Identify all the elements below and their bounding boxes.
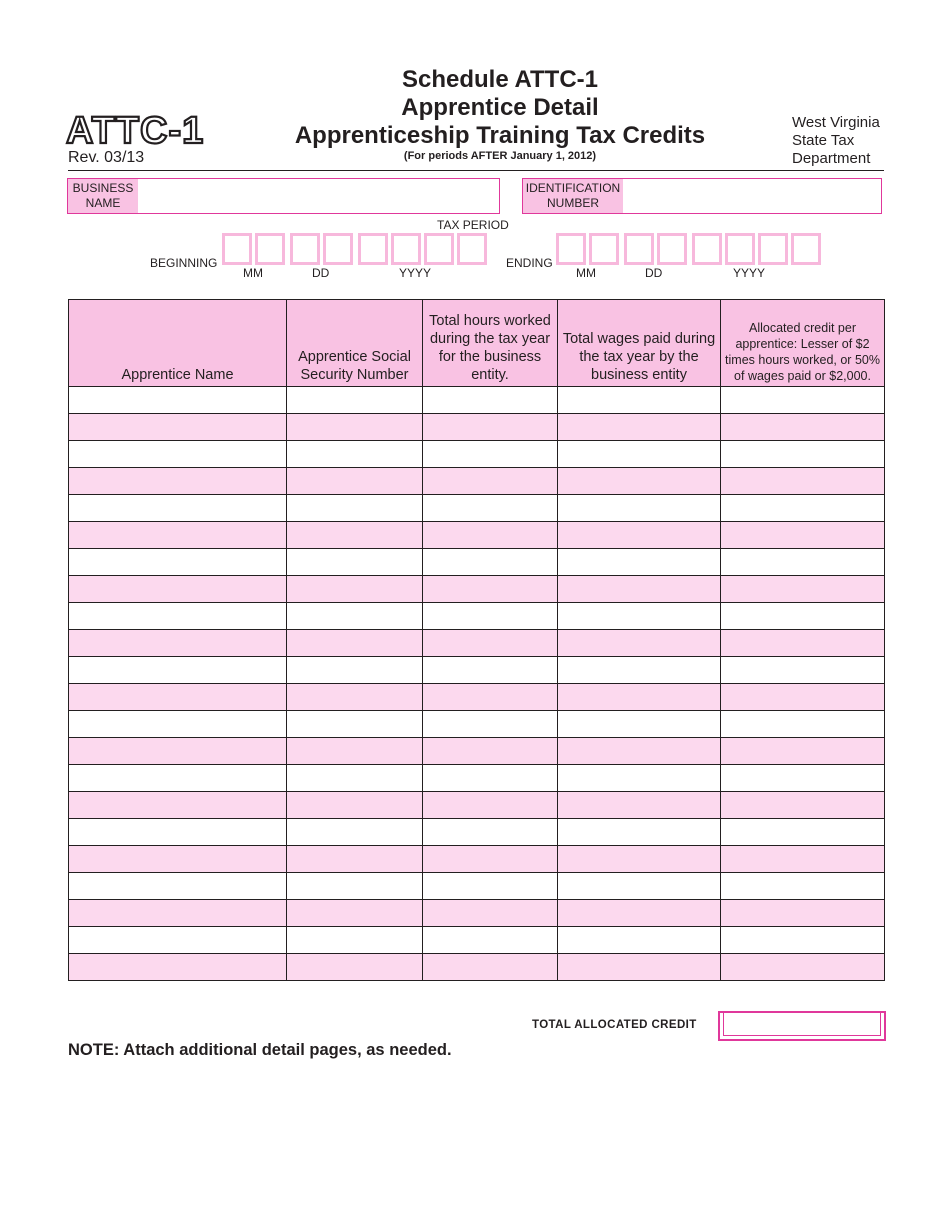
- table-row: [69, 387, 885, 414]
- ssn-cell[interactable]: [287, 738, 423, 765]
- apprentice-name-cell[interactable]: [69, 468, 287, 495]
- beginning-mm-label: MM: [243, 266, 263, 280]
- total-hours-cell[interactable]: [423, 468, 558, 495]
- attachment-note: NOTE: Attach additional detail pages, as needed.: [68, 1041, 452, 1059]
- ssn-cell[interactable]: [287, 846, 423, 873]
- allocated-credit-cell[interactable]: [721, 522, 885, 549]
- table-row: [69, 468, 885, 495]
- form-title-line-2: Apprentice Detail: [401, 94, 599, 121]
- ending-yyyy-label: YYYY: [733, 266, 766, 280]
- apprentice-name-cell[interactable]: [69, 711, 287, 738]
- table-header-row: [69, 300, 885, 387]
- beginning-day-digit-2[interactable]: [323, 233, 353, 265]
- business-name-box: [67, 178, 500, 214]
- ending-day-boxes: [624, 233, 690, 265]
- total-wages-cell[interactable]: [558, 819, 721, 846]
- ending-mm-label: MM: [576, 266, 596, 280]
- total-hours-cell[interactable]: [423, 819, 558, 846]
- total-hours-cell[interactable]: [423, 684, 558, 711]
- beginning-day-boxes: [290, 233, 356, 265]
- ssn-cell[interactable]: [287, 603, 423, 630]
- ssn-cell[interactable]: [287, 657, 423, 684]
- ending-year-digit-1[interactable]: [692, 233, 722, 265]
- apprentice-name-cell[interactable]: [69, 738, 287, 765]
- table-row: [69, 738, 885, 765]
- allocated-credit-cell[interactable]: [721, 711, 885, 738]
- agency-line-1: West Virginia: [792, 114, 880, 131]
- allocated-credit-cell[interactable]: [721, 684, 885, 711]
- apprentice-name-cell[interactable]: [69, 441, 287, 468]
- total-wages-cell[interactable]: [558, 684, 721, 711]
- allocated-credit-cell[interactable]: [721, 630, 885, 657]
- apprentice-name-cell[interactable]: [69, 495, 287, 522]
- agency-line-2: State Tax: [792, 132, 855, 149]
- column-header-total-wages: Total wages paid during the tax year by the business entity: [558, 300, 721, 387]
- total-hours-cell[interactable]: [423, 873, 558, 900]
- beginning-year-boxes: [358, 233, 490, 265]
- total-hours-cell[interactable]: [423, 603, 558, 630]
- business-name-input[interactable]: [138, 179, 499, 213]
- beginning-yyyy-label: YYYY: [399, 266, 432, 280]
- allocated-credit-cell[interactable]: [721, 765, 885, 792]
- ssn-cell[interactable]: [287, 441, 423, 468]
- apprentice-name-cell[interactable]: [69, 819, 287, 846]
- apprentice-name-cell[interactable]: [69, 765, 287, 792]
- allocated-credit-cell[interactable]: [721, 927, 885, 954]
- allocated-credit-cell[interactable]: [721, 387, 885, 414]
- ssn-cell[interactable]: [287, 630, 423, 657]
- total-hours-cell[interactable]: [423, 630, 558, 657]
- total-hours-cell[interactable]: [423, 738, 558, 765]
- table-row: [69, 684, 885, 711]
- allocated-credit-cell[interactable]: [721, 549, 885, 576]
- total-wages-cell[interactable]: [558, 414, 721, 441]
- ssn-cell[interactable]: [287, 576, 423, 603]
- allocated-credit-cell[interactable]: [721, 846, 885, 873]
- form-logo: ATTC-1: [66, 110, 205, 152]
- table-row: [69, 711, 885, 738]
- ending-day-digit-1[interactable]: [624, 233, 654, 265]
- ending-year-digit-4[interactable]: [791, 233, 821, 265]
- apprentice-name-cell[interactable]: [69, 522, 287, 549]
- ssn-cell[interactable]: [287, 954, 423, 981]
- table-row: [69, 441, 885, 468]
- table-row: [69, 522, 885, 549]
- apprentice-name-cell[interactable]: [69, 873, 287, 900]
- ending-day-digit-2[interactable]: [657, 233, 687, 265]
- column-header-ssn: Apprentice Social Security Number: [287, 300, 423, 387]
- ending-year-boxes: [692, 233, 824, 265]
- ssn-cell[interactable]: [287, 711, 423, 738]
- total-hours-cell[interactable]: [423, 846, 558, 873]
- total-hours-cell[interactable]: [423, 549, 558, 576]
- allocated-credit-cell[interactable]: [721, 441, 885, 468]
- apprentice-name-cell[interactable]: [69, 603, 287, 630]
- ssn-cell[interactable]: [287, 387, 423, 414]
- total-wages-cell[interactable]: [558, 441, 721, 468]
- column-header-apprentice-name: Apprentice Name: [69, 300, 287, 387]
- table-row: [69, 549, 885, 576]
- ending-dd-label: DD: [645, 266, 663, 280]
- total-hours-cell[interactable]: [423, 495, 558, 522]
- identification-number-box: [522, 178, 882, 214]
- total-allocated-credit-box: [718, 1011, 886, 1041]
- business-name-label: [68, 179, 138, 213]
- total-hours-cell[interactable]: [423, 414, 558, 441]
- total-wages-cell[interactable]: [558, 576, 721, 603]
- ssn-cell[interactable]: [287, 792, 423, 819]
- apprentice-name-cell[interactable]: [69, 900, 287, 927]
- allocated-credit-cell[interactable]: [721, 495, 885, 522]
- beginning-month-digit-1[interactable]: [222, 233, 252, 265]
- total-wages-cell[interactable]: [558, 630, 721, 657]
- ssn-cell[interactable]: [287, 495, 423, 522]
- ssn-cell[interactable]: [287, 873, 423, 900]
- apprentice-name-cell[interactable]: [69, 630, 287, 657]
- business-name-label-line-1: BUSINESS: [72, 181, 134, 195]
- total-hours-cell[interactable]: [423, 441, 558, 468]
- total-wages-cell[interactable]: [558, 738, 721, 765]
- beginning-day-digit-1[interactable]: [290, 233, 320, 265]
- apprentice-name-cell[interactable]: [69, 549, 287, 576]
- total-wages-cell[interactable]: [558, 387, 721, 414]
- total-wages-cell[interactable]: [558, 711, 721, 738]
- apprentice-name-cell[interactable]: [69, 846, 287, 873]
- business-name-label-line-2: NAME: [85, 196, 121, 210]
- total-wages-cell[interactable]: [558, 657, 721, 684]
- total-allocated-credit-label: TOTAL ALLOCATED CREDIT: [532, 1019, 697, 1031]
- allocated-credit-cell[interactable]: [721, 468, 885, 495]
- table-row: [69, 495, 885, 522]
- ssn-cell[interactable]: [287, 765, 423, 792]
- apprentice-name-cell[interactable]: [69, 954, 287, 981]
- ending-month-digit-2[interactable]: [589, 233, 619, 265]
- beginning-year-digit-3[interactable]: [424, 233, 454, 265]
- beginning-month-boxes: [222, 233, 288, 265]
- total-hours-cell[interactable]: [423, 954, 558, 981]
- ending-year-digit-2[interactable]: [725, 233, 755, 265]
- form-subtitle: (For periods AFTER January 1, 2012): [403, 150, 597, 162]
- tax-period-label: TAX PERIOD: [437, 218, 509, 232]
- total-wages-cell[interactable]: [558, 468, 721, 495]
- ssn-cell[interactable]: [287, 900, 423, 927]
- ssn-cell[interactable]: [287, 819, 423, 846]
- total-allocated-credit-input[interactable]: [723, 1013, 881, 1036]
- table-row: [69, 603, 885, 630]
- table-row: [69, 792, 885, 819]
- identification-number-input[interactable]: [623, 179, 881, 213]
- apprentice-name-cell[interactable]: [69, 414, 287, 441]
- total-hours-cell[interactable]: [423, 387, 558, 414]
- identification-number-label: [523, 179, 623, 213]
- apprentice-name-cell[interactable]: [69, 657, 287, 684]
- allocated-credit-cell[interactable]: [721, 792, 885, 819]
- allocated-credit-cell[interactable]: [721, 657, 885, 684]
- beginning-year-digit-2[interactable]: [391, 233, 421, 265]
- total-wages-cell[interactable]: [558, 900, 721, 927]
- allocated-credit-cell[interactable]: [721, 576, 885, 603]
- total-wages-cell[interactable]: [558, 873, 721, 900]
- allocated-credit-cell[interactable]: [721, 954, 885, 981]
- column-header-allocated-credit: Allocated credit per apprentice: Lesser of $2 times hours worked, or 50% of wages paid or $2,000.: [721, 300, 885, 387]
- ssn-cell[interactable]: [287, 684, 423, 711]
- allocated-credit-cell[interactable]: [721, 414, 885, 441]
- agency-line-3: Department: [792, 150, 871, 167]
- form-title-line-1: Schedule ATTC-1: [401, 66, 599, 93]
- total-hours-cell[interactable]: [423, 900, 558, 927]
- apprentice-name-cell[interactable]: [69, 576, 287, 603]
- total-wages-cell[interactable]: [558, 495, 721, 522]
- ending-year-digit-3[interactable]: [758, 233, 788, 265]
- total-wages-cell[interactable]: [558, 522, 721, 549]
- ssn-cell[interactable]: [287, 468, 423, 495]
- ending-month-boxes: [556, 233, 622, 265]
- total-wages-cell[interactable]: [558, 846, 721, 873]
- table-row: [69, 657, 885, 684]
- allocated-credit-cell[interactable]: [721, 900, 885, 927]
- total-hours-cell[interactable]: [423, 792, 558, 819]
- allocated-credit-cell[interactable]: [721, 738, 885, 765]
- ending-month-digit-1[interactable]: [556, 233, 586, 265]
- table-row: [69, 873, 885, 900]
- apprentice-name-cell[interactable]: [69, 684, 287, 711]
- form-title-block: [260, 66, 740, 163]
- total-wages-cell[interactable]: [558, 603, 721, 630]
- beginning-month-digit-2[interactable]: [255, 233, 285, 265]
- beginning-year-digit-1[interactable]: [358, 233, 388, 265]
- allocated-credit-cell[interactable]: [721, 603, 885, 630]
- agency-name: [792, 114, 880, 168]
- allocated-credit-cell[interactable]: [721, 873, 885, 900]
- apprentice-name-cell[interactable]: [69, 927, 287, 954]
- ssn-cell[interactable]: [287, 522, 423, 549]
- revision-label: Rev. 03/13: [68, 149, 145, 166]
- apprentice-name-cell[interactable]: [69, 792, 287, 819]
- total-hours-cell[interactable]: [423, 765, 558, 792]
- beginning-dd-label: DD: [312, 266, 330, 280]
- ssn-cell[interactable]: [287, 549, 423, 576]
- total-wages-cell[interactable]: [558, 765, 721, 792]
- total-hours-cell[interactable]: [423, 711, 558, 738]
- total-wages-cell[interactable]: [558, 792, 721, 819]
- ending-label: ENDING: [506, 256, 553, 270]
- total-wages-cell[interactable]: [558, 927, 721, 954]
- beginning-year-digit-4[interactable]: [457, 233, 487, 265]
- apprentice-name-cell[interactable]: [69, 387, 287, 414]
- ssn-cell[interactable]: [287, 927, 423, 954]
- table-row: [69, 765, 885, 792]
- beginning-label: BEGINNING: [150, 256, 218, 270]
- total-wages-cell[interactable]: [558, 954, 721, 981]
- header-divider: [68, 170, 884, 171]
- table-row: [69, 414, 885, 441]
- identification-label-line-2: NUMBER: [546, 196, 599, 210]
- total-hours-cell[interactable]: [423, 576, 558, 603]
- total-hours-cell[interactable]: [423, 927, 558, 954]
- identification-label-line-1: IDENTIFICATION: [525, 181, 621, 195]
- allocated-credit-cell[interactable]: [721, 819, 885, 846]
- apprentice-detail-table: [68, 299, 885, 981]
- table-row: [69, 927, 885, 954]
- column-header-total-hours: Total hours worked during the tax year for the business entity.: [423, 300, 558, 387]
- ssn-cell[interactable]: [287, 414, 423, 441]
- total-hours-cell[interactable]: [423, 657, 558, 684]
- table-row: [69, 954, 885, 981]
- total-hours-cell[interactable]: [423, 522, 558, 549]
- total-wages-cell[interactable]: [558, 549, 721, 576]
- table-row: [69, 846, 885, 873]
- table-row: [69, 630, 885, 657]
- table-row: [69, 900, 885, 927]
- table-row: [69, 819, 885, 846]
- table-body: [69, 387, 885, 981]
- table-row: [69, 576, 885, 603]
- form-title-line-3: Apprenticeship Training Tax Credits: [294, 122, 706, 149]
